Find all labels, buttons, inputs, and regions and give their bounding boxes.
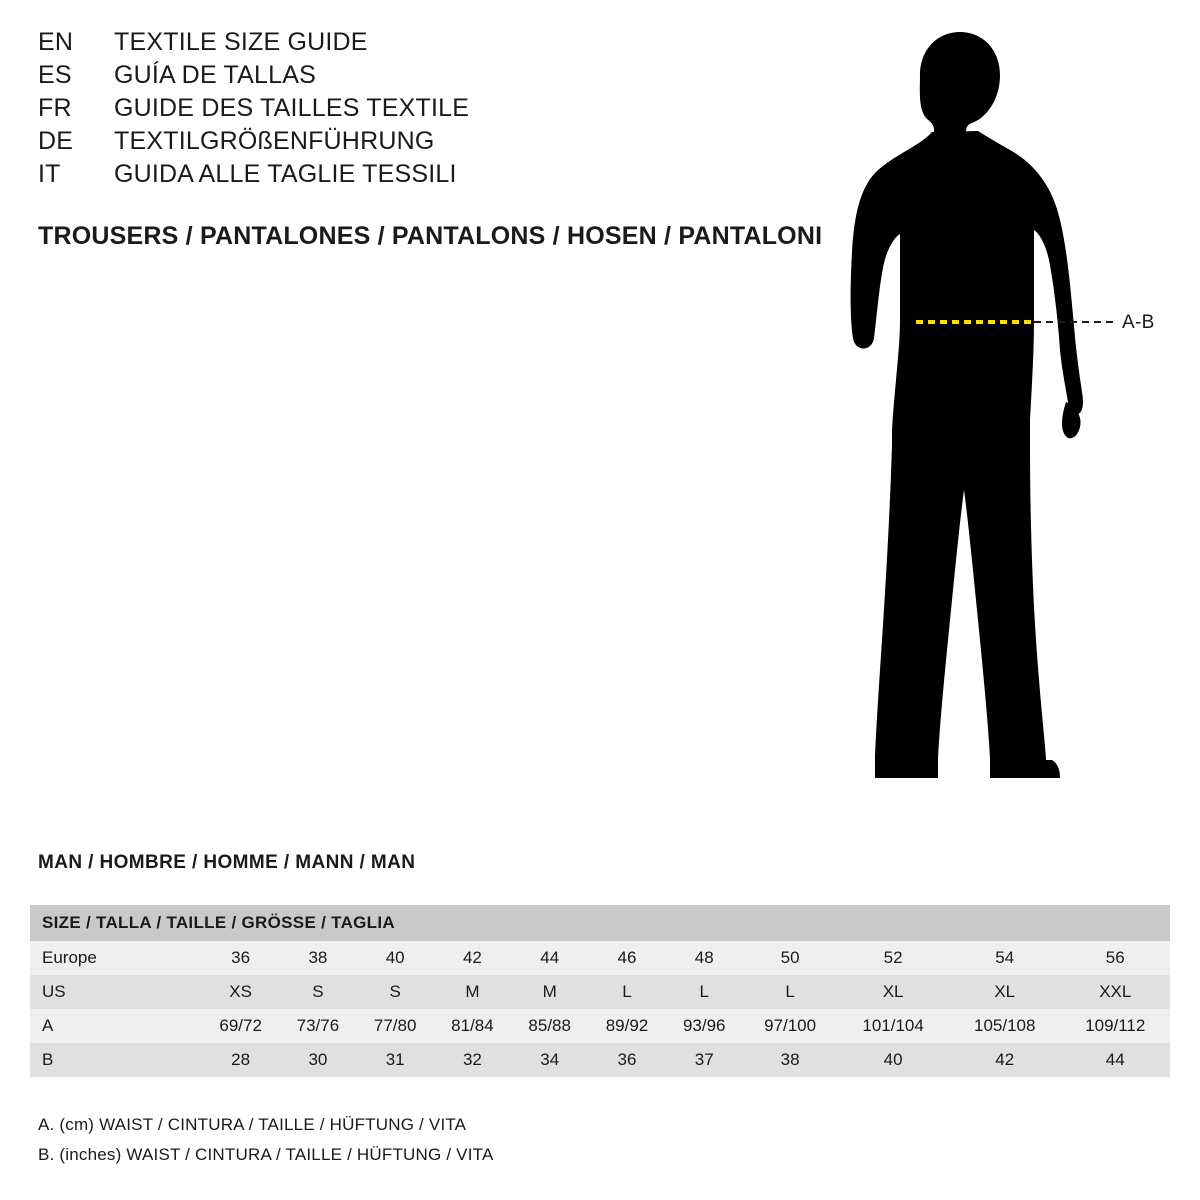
table-cell: 42 [995, 1050, 1015, 1069]
table-cell: 85/88 [528, 1016, 571, 1035]
language-code: DE [38, 127, 74, 155]
language-row [38, 127, 798, 160]
table-header-row [30, 905, 1170, 941]
table-cell: L [785, 982, 795, 1001]
table-cell: L [699, 982, 709, 1001]
table-cell: 40 [883, 1050, 903, 1069]
row-label: US [42, 982, 66, 1001]
table-cell: 28 [231, 1050, 251, 1069]
table-cell: 36 [231, 948, 251, 967]
language-row [38, 28, 798, 61]
language-code: ES [38, 61, 72, 89]
language-title: TEXTILE SIZE GUIDE [114, 28, 368, 56]
table-cell: 37 [694, 1050, 714, 1069]
silhouette-figure [820, 20, 1190, 810]
language-title: TEXTILGRÖßENFÜHRUNG [114, 127, 435, 155]
table-cell: 81/84 [451, 1016, 494, 1035]
language-title: GUÍA DE TALLAS [114, 61, 316, 89]
table-cell: 40 [385, 948, 405, 967]
table-header-label: SIZE / TALLA / TAILLE / GRÖSSE / TAGLIA [30, 905, 1170, 941]
table-cell: 36 [617, 1050, 637, 1069]
table-row [30, 1043, 1170, 1077]
table-row [30, 941, 1170, 975]
measurement-label-ab: A-B [1122, 312, 1155, 333]
table-cell: 73/76 [296, 1016, 340, 1035]
table-cell: 46 [617, 948, 637, 967]
table-cell: M [465, 982, 480, 1001]
language-row [38, 160, 798, 193]
language-code: IT [38, 160, 61, 188]
row-label: Europe [42, 948, 97, 967]
table-cell: M [542, 982, 557, 1001]
language-title: GUIDA ALLE TAGLIE TESSILI [114, 160, 457, 188]
table-section-title: MAN / HOMBRE / HOMME / MANN / MAN [38, 852, 416, 873]
table-cell: L [622, 982, 632, 1001]
footnotes-block [38, 1110, 494, 1170]
table-cell: 77/80 [373, 1016, 417, 1035]
language-row [38, 94, 798, 127]
table-cell: 48 [694, 948, 714, 967]
footnote-b: B. (inches) WAIST / CINTURA / TAILLE / HÜFTUNG / VITA [38, 1145, 494, 1164]
language-title: GUIDE DES TAILLES TEXTILE [114, 94, 470, 122]
table-cell: 32 [462, 1050, 482, 1069]
table-cell: 38 [780, 1050, 800, 1069]
table-cell: S [312, 982, 324, 1001]
table-cell: XXL [1099, 982, 1132, 1001]
row-label: B [42, 1050, 54, 1069]
table-row [30, 975, 1170, 1009]
table-cell: 109/112 [1085, 1016, 1146, 1035]
table-cell: 30 [308, 1050, 328, 1069]
table-cell: 31 [385, 1050, 405, 1069]
table-cell: 89/92 [605, 1016, 649, 1035]
table-cell: 105/108 [973, 1016, 1036, 1035]
table-cell: 44 [1105, 1050, 1125, 1069]
table-cell: 69/72 [219, 1016, 262, 1035]
table-cell: 52 [883, 948, 903, 967]
size-table [30, 905, 1170, 1077]
language-row [38, 61, 798, 94]
table-cell: 54 [995, 948, 1015, 967]
table-cell: 42 [462, 948, 482, 967]
table-cell: 56 [1105, 948, 1125, 967]
table-cell: 44 [540, 948, 560, 967]
language-code: FR [38, 94, 72, 122]
table-cell: XL [994, 982, 1016, 1001]
table-cell: XL [882, 982, 904, 1001]
table-cell: 34 [540, 1050, 560, 1069]
table-cell: 97/100 [764, 1016, 817, 1035]
table-cell: 101/104 [862, 1016, 924, 1035]
language-title-block [38, 28, 798, 193]
garment-type-title: TROUSERS / PANTALONES / PANTALONS / HOSEN / PANTALONI [38, 222, 823, 250]
table-cell: S [389, 982, 401, 1001]
footnote-a: A. (cm) WAIST / CINTURA / TAILLE / HÜFTUNG / VITA [38, 1115, 467, 1134]
table-row [30, 1009, 1170, 1043]
table-cell: 93/96 [682, 1016, 726, 1035]
row-label: A [42, 1016, 54, 1035]
language-code: EN [38, 28, 74, 56]
table-cell: 50 [780, 948, 800, 967]
man-silhouette-shape [851, 32, 1083, 778]
table-cell: XS [229, 982, 252, 1001]
table-cell: 38 [308, 948, 328, 967]
